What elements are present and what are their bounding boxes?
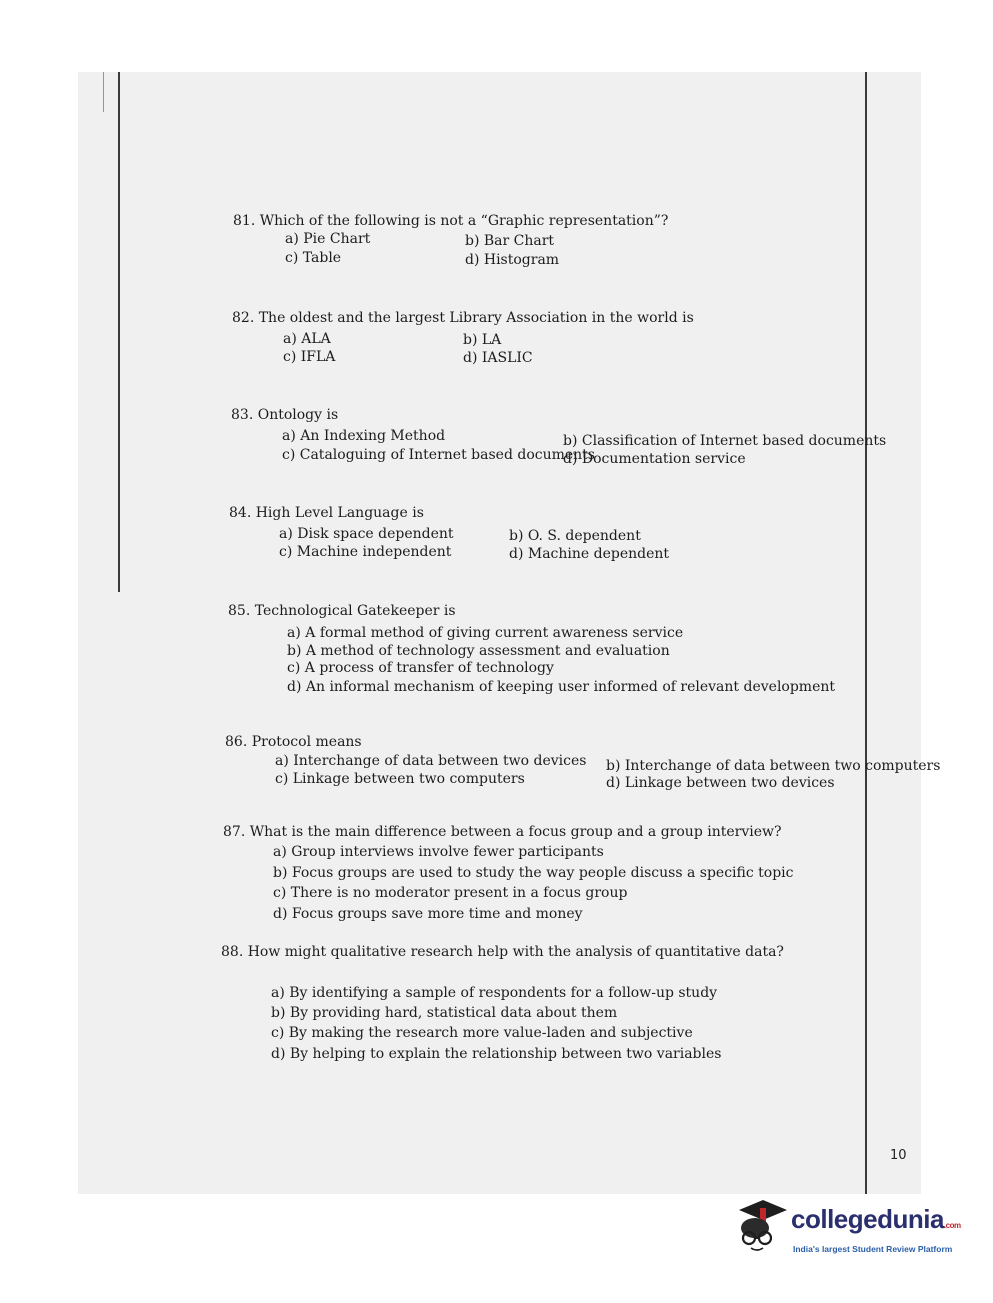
page-number: 10 (890, 1148, 907, 1163)
logo-tld: .com (943, 1221, 961, 1230)
question-86-option-c: c) Linkage between two computers (275, 771, 525, 787)
question-84-option-d: d) Machine dependent (509, 546, 670, 562)
question-84-option-c: c) Machine independent (279, 544, 452, 560)
logo-tagline: India's largest Student Review Platform (793, 1244, 953, 1254)
question-83-option-a: a) An Indexing Method (282, 428, 446, 444)
question-87-option-d: d) Focus groups save more time and money (273, 906, 583, 922)
question-87: 87. What is the main difference between a focus group and a group interview? (223, 824, 782, 840)
right-margin-line (865, 72, 867, 1194)
question-85-option-a: a) A formal method of giving current awareness service (287, 625, 684, 641)
question-82-option-b: b) LA (463, 332, 502, 348)
question-83: 83. Ontology is (231, 407, 339, 423)
question-86: 86. Protocol means (225, 734, 362, 750)
question-83-option-b: b) Classification of Internet based documents (563, 433, 887, 449)
question-87-option-c: c) There is no moderator present in a focus group (273, 885, 628, 901)
question-86-option-d: d) Linkage between two devices (606, 775, 835, 791)
question-87-option-a: a) Group interviews involve fewer participants (273, 844, 604, 860)
question-88-option-a: a) By identifying a sample of respondents for a follow-up study (271, 985, 718, 1001)
question-85: 85. Technological Gatekeeper is (228, 603, 456, 619)
question-85-option-d: d) An informal mechanism of keeping user informed of relevant development (287, 679, 836, 695)
graduate-mascot-icon (735, 1196, 791, 1256)
left-margin-line-faint (103, 72, 104, 112)
question-88-option-b: b) By providing hard, statistical data about them (271, 1005, 618, 1021)
left-margin-line (118, 72, 120, 592)
question-82-option-a: a) ALA (283, 331, 331, 347)
question-81-option-c: c) Table (285, 250, 342, 266)
question-81-option-d: d) Histogram (465, 252, 560, 268)
question-81-option-a: a) Pie Chart (285, 231, 371, 247)
collegedunia-logo (735, 1196, 965, 1266)
question-84-option-b: b) O. S. dependent (509, 528, 641, 544)
logo-wordmark (791, 1204, 961, 1235)
logo-name: collegedunia (791, 1204, 944, 1234)
question-81: 81. Which of the following is not a “Graphic representation”? (233, 213, 669, 229)
question-81-option-b: b) Bar Chart (465, 233, 555, 249)
question-84: 84. High Level Language is (229, 505, 424, 521)
question-88: 88. How might qualitative research help with the analysis of quantitative data? (221, 944, 784, 960)
question-88-option-d: d) By helping to explain the relationship between two variables (271, 1046, 722, 1062)
question-82-option-d: d) IASLIC (463, 350, 533, 366)
question-87-option-b: b) Focus groups are used to study the way people discuss a specific topic (273, 865, 794, 881)
question-88-option-c: c) By making the research more value-laden and subjective (271, 1025, 693, 1041)
question-86-option-a: a) Interchange of data between two devices (275, 753, 587, 769)
question-85-option-b: b) A method of technology assessment and evaluation (287, 643, 670, 659)
question-83-option-c: c) Cataloguing of Internet based documents (282, 447, 595, 463)
question-84-option-a: a) Disk space dependent (279, 526, 454, 542)
question-85-option-c: c) A process of transfer of technology (287, 660, 554, 676)
question-82: 82. The oldest and the largest Library Association in the world is (232, 310, 694, 326)
question-83-option-d: d) Documentation service (563, 451, 746, 467)
question-86-option-b: b) Interchange of data between two computers (606, 758, 941, 774)
question-82-option-c: c) IFLA (283, 349, 336, 365)
